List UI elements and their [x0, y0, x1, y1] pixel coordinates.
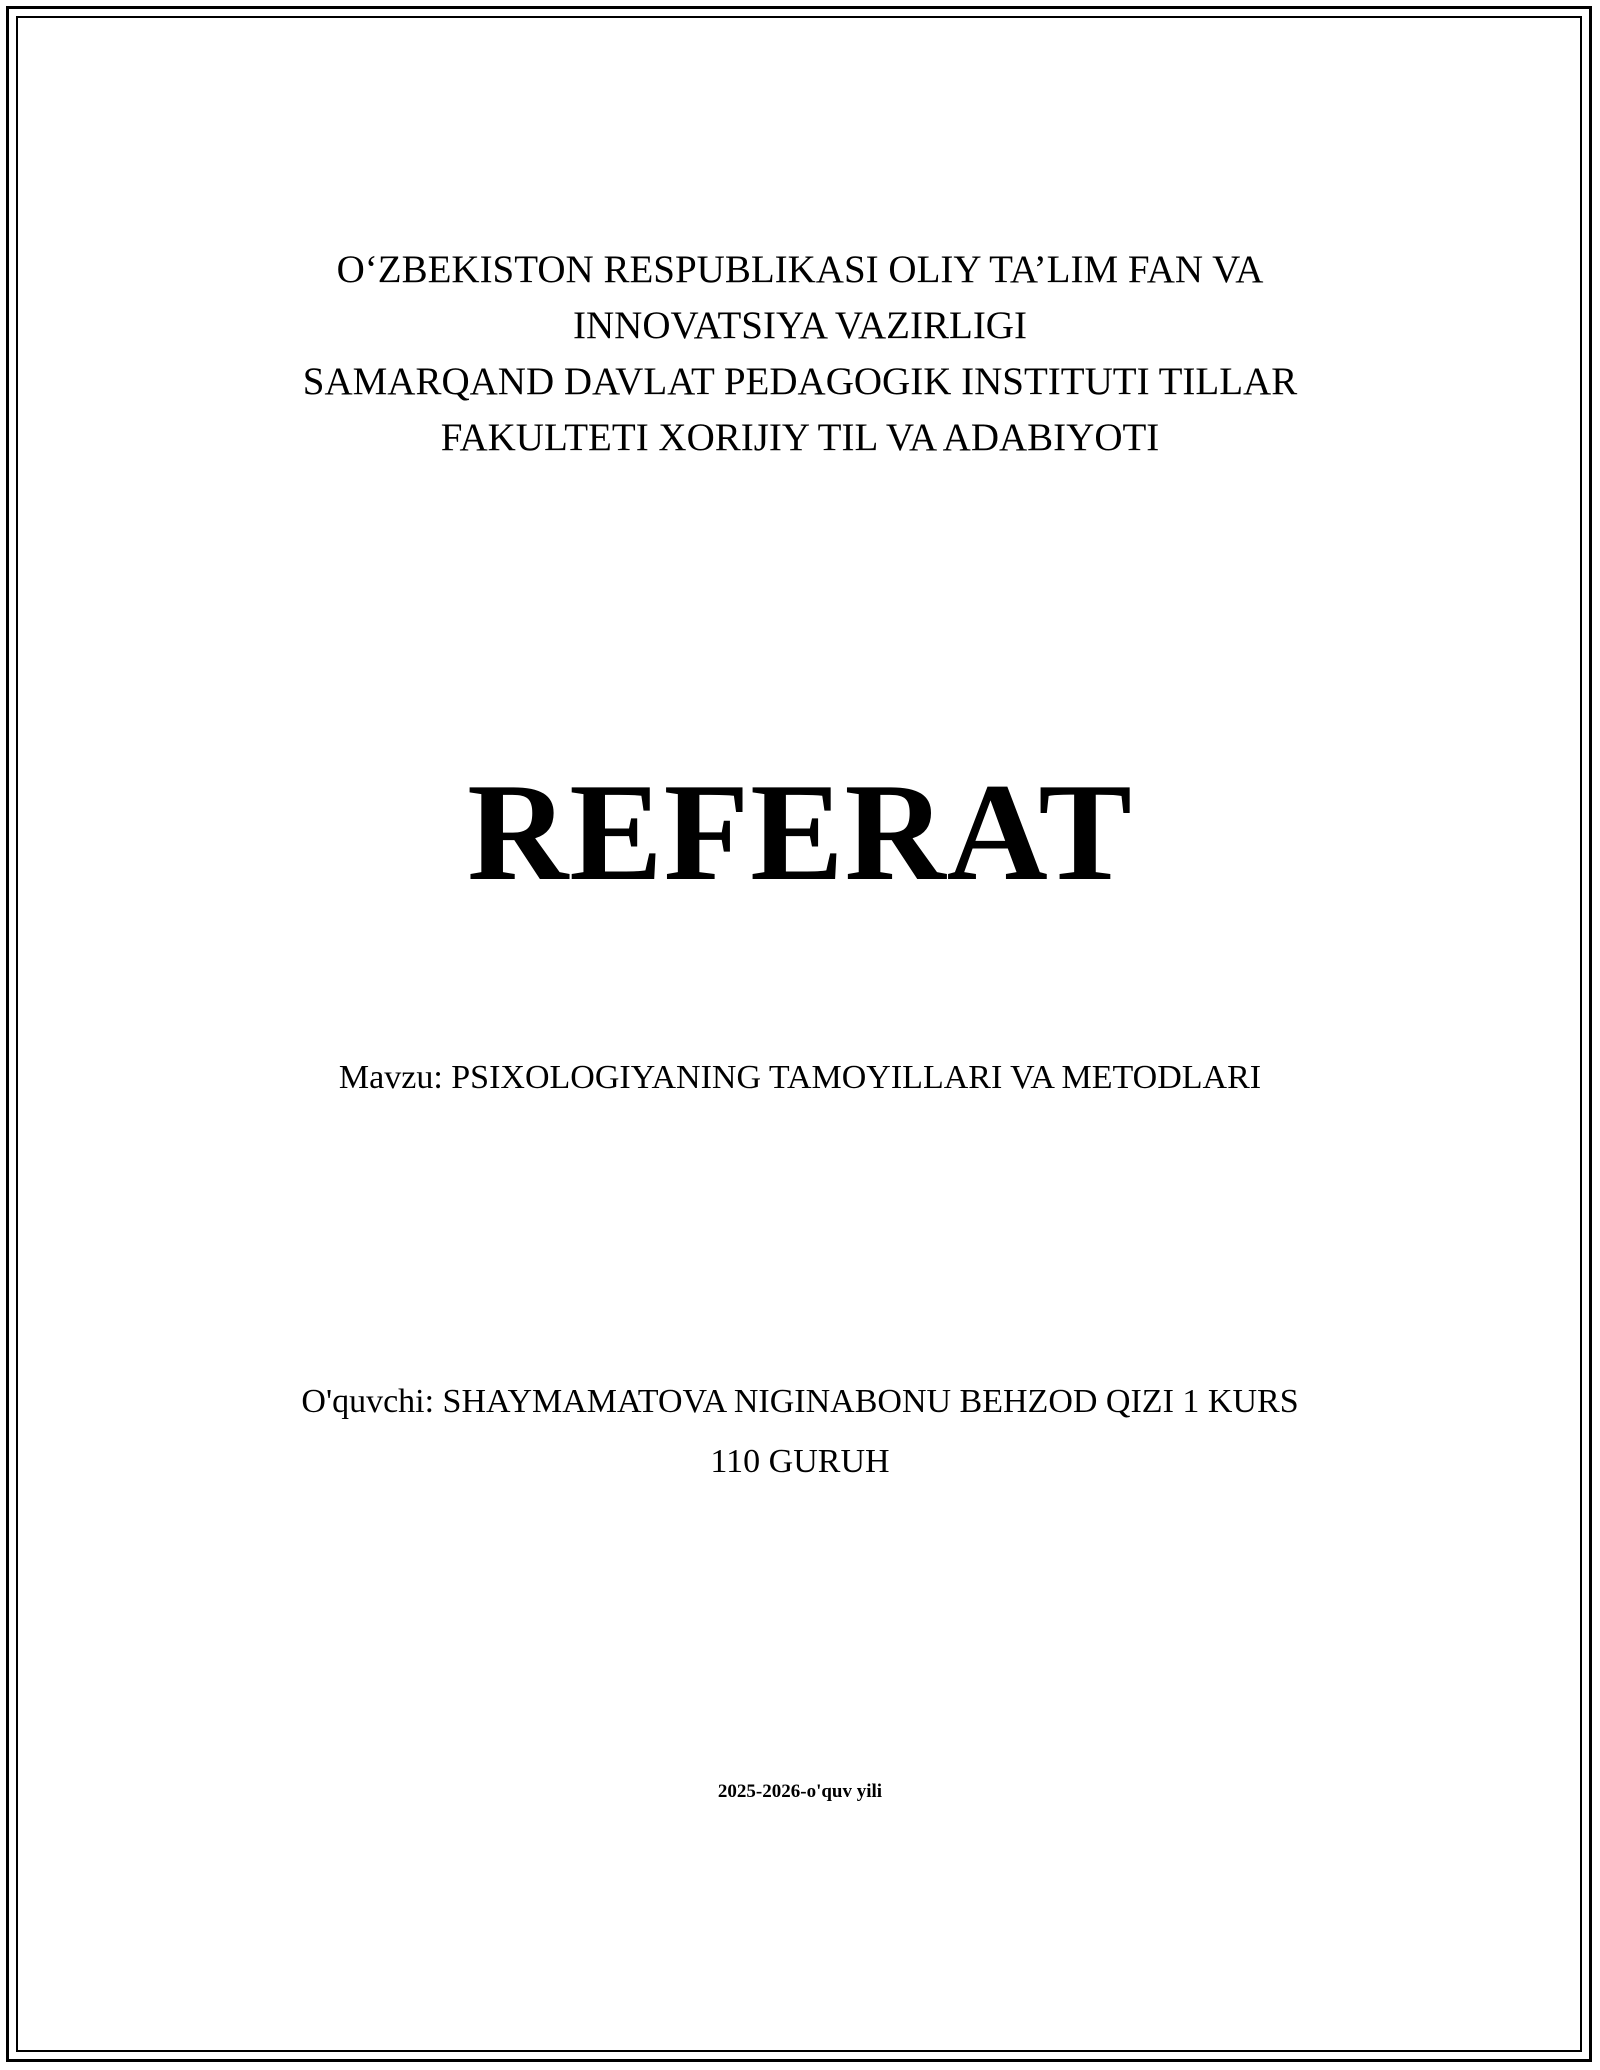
- document-title: REFERAT: [467, 755, 1133, 910]
- header-line: FAKULTETI XORIJIY TIL VA ADABIYOTI: [440, 416, 1160, 459]
- student-info: [0, 1372, 1600, 1492]
- student-line: 110 GURUH: [710, 1443, 890, 1480]
- student-line: O'quvchi: SHAYMAMATOVA NIGINABONU BEHZOD QIZI 1 KURS: [301, 1383, 1299, 1420]
- header-line: SAMARQAND DAVLAT PEDAGOGIK INSTITUTI TILLAR: [302, 360, 1298, 403]
- header-line: INNOVATSIYA VAZIRLIGI: [573, 304, 1027, 347]
- academic-year: 2025-2026-o'quv yili: [717, 1781, 883, 1802]
- institution-header: [0, 242, 1600, 466]
- header-line: O‘ZBEKISTON RESPUBLIKASI OLIY TA’LIM FAN VA: [336, 248, 1264, 291]
- topic-line: Mavzu: PSIXOLOGIYANING TAMOYILLARI VA METODLARI: [338, 1059, 1262, 1096]
